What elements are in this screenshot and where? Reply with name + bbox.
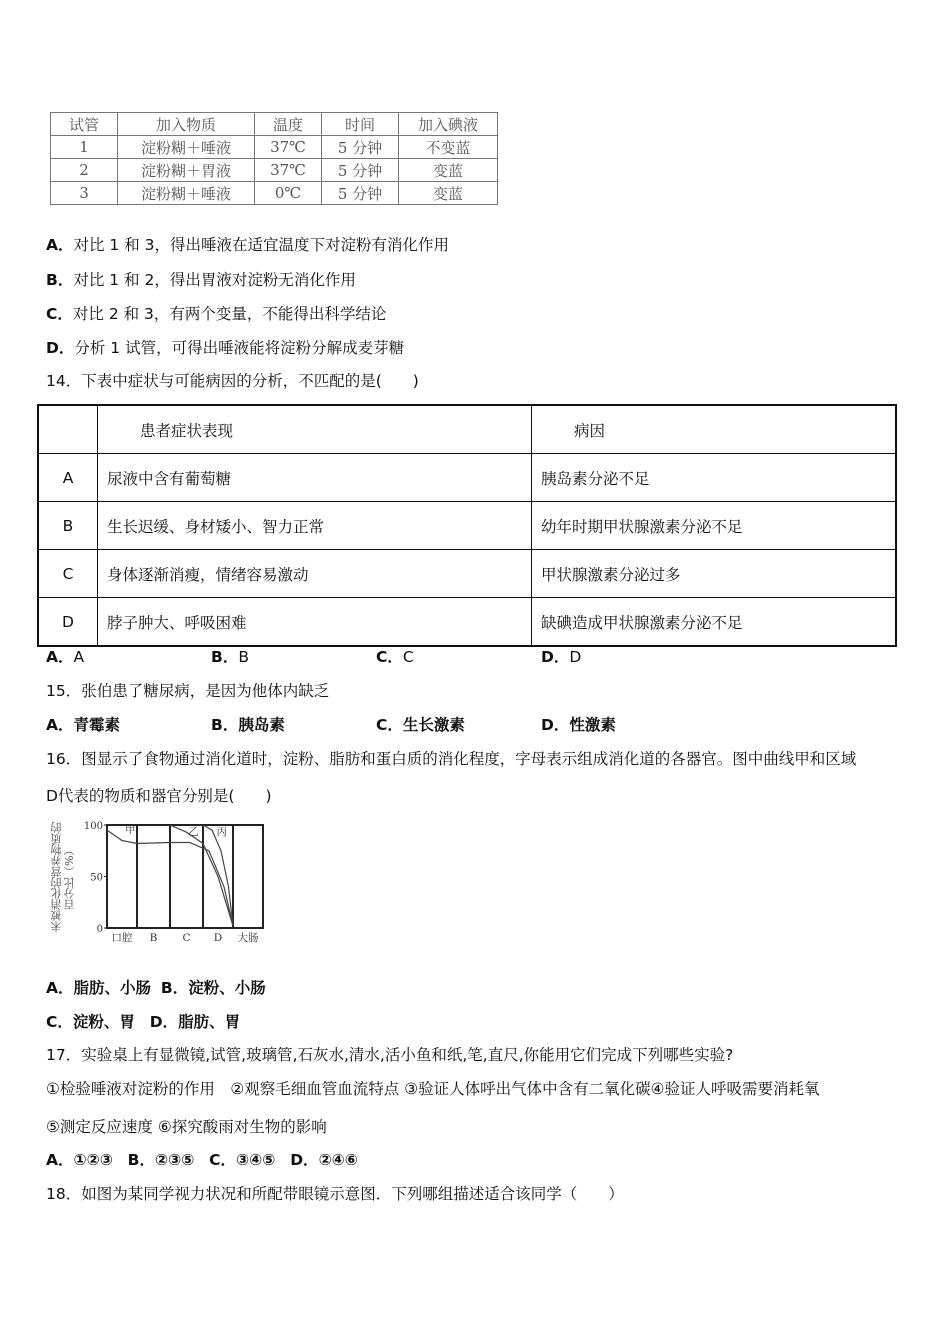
option-text: ②④⑥ <box>318 1151 358 1169</box>
option-text: 脂肪、胃 <box>178 1013 241 1031</box>
cell: 甲状腺激素分泌过多 <box>532 550 897 598</box>
option-text: C <box>402 648 414 666</box>
x-tick-label: C <box>182 932 191 944</box>
q17-options <box>46 1150 358 1170</box>
x-tick-label: 大肠 <box>237 932 259 944</box>
y-tick-label: 50 <box>90 872 103 884</box>
option-text: 对比 1 和 3，得出唾液在适宜温度下对淀粉有消化作用 <box>73 236 450 254</box>
y-tick-label: 100 <box>83 821 103 832</box>
option-text: 对比 2 和 3，有两个变量，不能得出科学结论 <box>72 305 387 323</box>
th: 温度 <box>255 113 322 136</box>
cell: 37℃ <box>255 136 322 159</box>
q17-stem: 17．实验桌上有显微镜,试管,玻璃管,石灰水,清水,活小鱼和纸,笔,直尺,你能用它们完成下列哪些实验? <box>46 1046 734 1064</box>
option-label: C． <box>376 716 403 734</box>
curve-label: 乙 <box>188 826 199 839</box>
th: 时间 <box>322 113 399 136</box>
y-tick-label: 0 <box>96 924 103 935</box>
cell: 胰岛素分泌不足 <box>532 454 897 502</box>
q16-options-1 <box>46 978 266 998</box>
option-label: B． <box>160 979 189 997</box>
option-text: 淀粉、小肠 <box>188 979 266 997</box>
cell: 5 分钟 <box>322 136 399 159</box>
cell: A <box>38 454 98 502</box>
option-label: D． <box>290 1151 319 1169</box>
x-tick-label: D <box>213 932 223 944</box>
chart-ylabel: 未被消化的营养物质的百分比（%） <box>50 822 76 933</box>
option-text: ①②③ <box>73 1151 113 1169</box>
cell: C <box>38 550 98 598</box>
curve-label: 甲 <box>125 824 136 837</box>
option-text: 淀粉、胃 <box>72 1013 135 1031</box>
option-label: A． <box>46 236 74 254</box>
cell: 5 分钟 <box>322 182 399 205</box>
option-text: D <box>569 648 582 666</box>
cell: 变蓝 <box>399 159 498 182</box>
cell: D <box>38 598 98 647</box>
cell: 幼年时期甲状腺激素分泌不足 <box>532 502 897 550</box>
x-tick-label: 口腔 <box>111 932 133 944</box>
curve-label: 丙 <box>216 826 227 839</box>
th: 试管 <box>51 113 118 136</box>
option-text: 生长激素 <box>402 716 465 734</box>
option-label: B． <box>211 716 239 734</box>
th: 病因 <box>532 405 897 454</box>
option-label: D． <box>541 716 570 734</box>
option-text: 脂肪、小肠 <box>73 979 152 997</box>
cell: 淀粉糊＋胃液 <box>118 159 255 182</box>
q18-stem: 18．如图为某同学视力状况和所配带眼镜示意图．下列哪组描述适合该同学（ ） <box>46 1185 624 1203</box>
cell: 1 <box>51 136 118 159</box>
cell: 脖子肿大、呼吸困难 <box>98 598 532 647</box>
cell: 0℃ <box>255 182 322 205</box>
cell: 3 <box>51 182 118 205</box>
option-label: C． <box>46 305 73 323</box>
option-text: B <box>238 648 249 666</box>
option-label: D． <box>149 1013 179 1031</box>
option-text: A <box>73 648 85 666</box>
option-text: 性激素 <box>569 716 616 734</box>
option-label: B． <box>127 1151 155 1169</box>
cell: 不变蓝 <box>399 136 498 159</box>
option-text: ②③⑤ <box>154 1151 195 1169</box>
option-label: B． <box>211 648 239 666</box>
q17-line-3: ⑤测定反应速度 ⑥探究酸雨对生物的影响 <box>46 1118 327 1136</box>
cell: 37℃ <box>255 159 322 182</box>
option-text: 青霉素 <box>73 716 121 734</box>
q15-stem: 15．张伯患了糖尿病，是因为他体内缺乏 <box>46 682 330 700</box>
th: 加入物质 <box>118 113 255 136</box>
option-label: C． <box>376 648 403 666</box>
option-text: 胰岛素 <box>238 716 285 734</box>
x-tick-label: B <box>149 932 158 944</box>
cell: 淀粉糊＋唾液 <box>118 136 255 159</box>
option-label: A． <box>46 979 74 997</box>
option-label: C． <box>209 1151 237 1169</box>
th: 加入碘液 <box>399 113 498 136</box>
cell: 缺碘造成甲状腺激素分泌不足 <box>532 598 897 647</box>
option-label: A． <box>46 648 74 666</box>
cell: 变蓝 <box>399 182 498 205</box>
cell: 5 分钟 <box>322 159 399 182</box>
q16-stem-1: 16．图显示了食物通过消化道时，淀粉、脂肪和蛋白质的消化程度，字母表示组成消化道的各器官。图中曲线甲和区域 <box>46 750 857 768</box>
option-label: D． <box>46 339 75 357</box>
cell: 生长迟缓、身材矮小、智力正常 <box>98 502 532 550</box>
q16-options-2 <box>46 1012 240 1032</box>
digestion-chart <box>0 0 300 960</box>
th: 患者症状表现 <box>98 405 532 454</box>
cell: 身体逐渐消瘦，情绪容易激动 <box>98 550 532 598</box>
option-label: C． <box>46 1013 73 1031</box>
q16-stem-2: D代表的物质和器官分别是( ) <box>46 787 272 805</box>
q17-line-2: ①检验唾液对淀粉的作用 ②观察毛细血管血流特点 ③验证人体呼出气体中含有二氧化碳④验证人呼吸需要消耗氧 <box>46 1080 820 1098</box>
option-text: 分析 1 试管，可得出唾液能将淀粉分解成麦芽糖 <box>74 339 405 357</box>
option-label: D． <box>541 648 570 666</box>
curve-乙 <box>170 825 233 926</box>
option-text: 对比 1 和 2，得出胃液对淀粉无消化作用 <box>73 271 356 289</box>
q14-stem: 14．下表中症状与可能病因的分析，不匹配的是( ) <box>46 372 419 390</box>
plot-frame <box>107 825 263 928</box>
cell: 尿液中含有葡萄糖 <box>98 454 532 502</box>
option-label: B． <box>46 271 74 289</box>
option-label: A． <box>46 1151 74 1169</box>
cell: B <box>38 502 98 550</box>
option-text: ③④⑤ <box>236 1151 276 1169</box>
option-label: A． <box>46 716 74 734</box>
cell: 2 <box>51 159 118 182</box>
cell: 淀粉糊＋唾液 <box>118 182 255 205</box>
